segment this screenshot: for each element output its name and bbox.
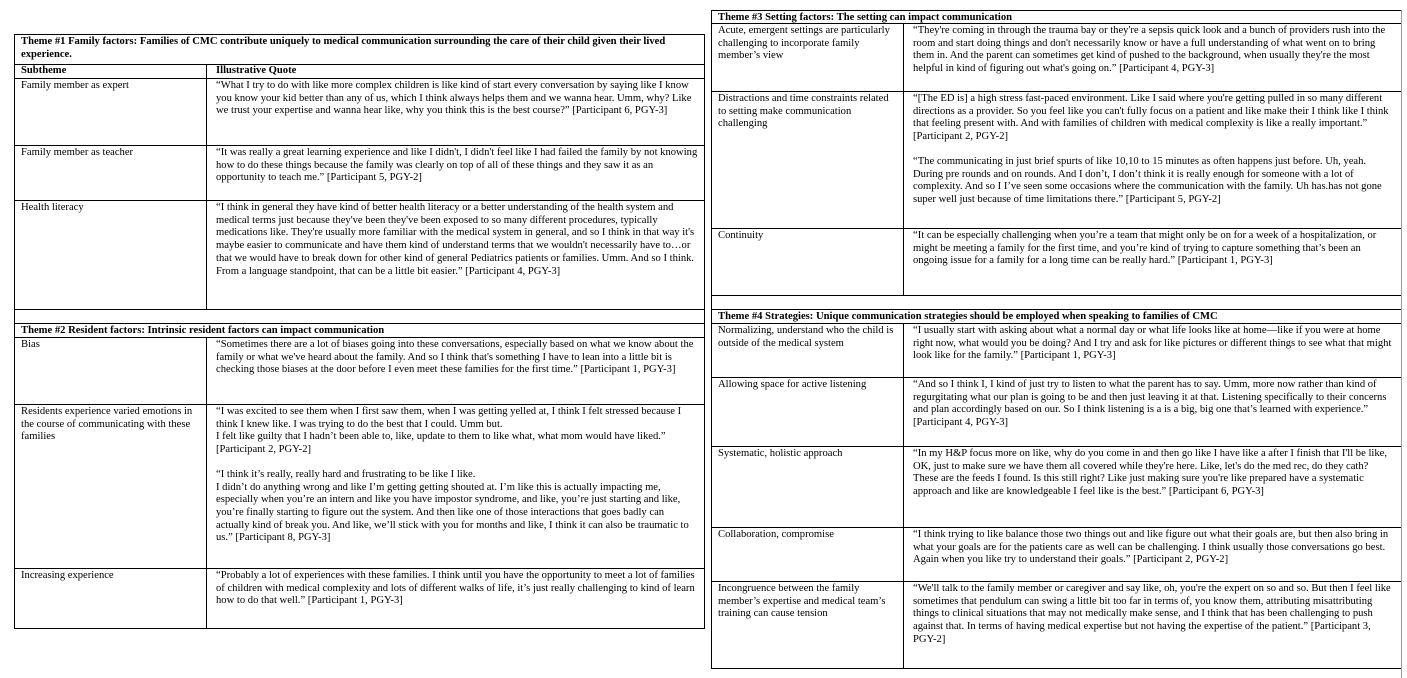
quote-paragraph: “Sometimes there are a lot of biases going into these conversations, especially based on what we know about the family or what we've heard about the family. And so I think that's something I have to lean into a little bit is checking those biases at the door before I even meet these families for the first time.” [Participant 1, PGY-3] <box>216 339 694 376</box>
quote-paragraph: “It can be especially challenging when you’re a team that might only be on for a week of a hospitalization, or might be meeting a family for the first time, and you’re kind of trying to capture something that’s been an ongoing issue for a family for a long time can be really hard.” [Participant 1, PGY-3] <box>913 230 1377 267</box>
quote-cell <box>904 582 1401 668</box>
table-row <box>15 201 704 310</box>
quote-paragraph: “We'll talk to the family member or caregiver and say like, oh, you're the expert on so and so. But then I feel like sometimes that pendulum can swing a little bit too far in terms of, you know them, attributing misattributing things to clinical situations that may not medically make sense, and I think that has been challenging to push against that. In terms of having medical expertise but not having the expertise of the patient.” [Participant 3, PGY-2] <box>913 583 1391 645</box>
subtheme-cell: Residents experience varied emotions in the course of communicating with these families <box>15 405 207 568</box>
paragraph-gap <box>216 457 698 469</box>
quote-paragraph: “The communicating in just brief spurts of like 10,10 to 15 minutes as often happens just before. Uh, yeah. During pre rounds and on rounds. And I don’t, I don’t think it is really enough for someone with a lot of complexity. And so I I’ve seen some occasions where the communication with the family. Uh has.has not gone super well just because of time limitations there.” [Participant 5, PGY-2] <box>913 155 1382 205</box>
quote-cell <box>207 338 704 404</box>
page-edge-line <box>1401 10 1402 678</box>
subtheme-cell: Family member as expert <box>15 79 207 145</box>
subtheme-cell: Acute, emergent settings are particularly challenging to incorporate family member’s view <box>712 24 904 91</box>
quote-paragraph: “And so I think I, I kind of just try to listen to what the parent has to say. Umm, more now rather than kind of regurgitating what our plan is going to be and then just leaving it at that. Listening specifically to their concerns and plan accordingly based on our. So I think listening is a is a big, big one that’s learned with experience.” [Participant 4, PGY-3] <box>913 379 1387 429</box>
quote-paragraph: “[The ED is] a high stress fast-paced environment. Like I said where you're getting pulled in so many different directions as a provider. So you feel like you can't fully focus on a patient and like make their I think like I think that feeling present with. And with families of children with medical complexity is like a really important.” [Participant 2, PGY-2] <box>913 93 1389 143</box>
subtheme-cell: Normalizing, understand who the child is outside of the medical system <box>712 324 904 377</box>
subtheme-cell: Incongruence between the family member’s expertise and medical team’s training can cause tension <box>712 582 904 668</box>
quote-paragraph: “I usually start with asking about what a normal day or what life looks like at home—like if you were at home right now, what would you be doing? And I try and ask for like pictures or different things to see what that might look like for the family.” [Participant 1, PGY-3] <box>913 325 1392 362</box>
quote-cell <box>207 79 704 145</box>
section-spacer <box>712 296 1401 310</box>
table-row <box>712 378 1401 447</box>
theme2-title: Theme #2 Resident factors: Intrinsic resident factors can impact communication <box>15 324 704 338</box>
subtheme-cell: Increasing experience <box>15 569 207 628</box>
quote-paragraph: “In my H&P focus more on like, why do you come in and then go like I have like a after I finish that I'll be like, OK, just to make sure we have them all covered while they're here. Like, let's do the med rec, do they cath? These are the feeds I found. Is this still right? Like just making sure you're like prepared have a systematic approach and like are knowledgeable I feel like is the best.” [Participant 6, PGY-3] <box>913 448 1387 498</box>
subtheme-cell: Continuity <box>712 229 904 295</box>
quote-cell <box>207 405 704 568</box>
quote-cell <box>904 528 1401 581</box>
quote-cell <box>904 324 1401 377</box>
theme3-title: Theme #3 Setting factors: The setting can impact communication <box>712 11 1401 24</box>
table-row <box>15 79 704 146</box>
quote-paragraph: “It was really a great learning experience and like I didn't, I didn't feel like I had failed the family by not knowing how to do these things because the family was clearly on top of all of these things and they saw it as an opportunity to teach me.” [Participant 5, PGY-2] <box>216 147 698 184</box>
quote-paragraph: I felt like guilty that I hadn’t been able to, like, update to them to like what, what mom would have liked.” [Participant 2, PGY-2] <box>216 431 666 456</box>
quote-cell <box>904 92 1401 228</box>
left-table <box>14 34 705 629</box>
quote-paragraph: “What I try to do with like more complex children is like kind of start every conversation by saying like I know you know your kid better than any of us, which I think always helps them and we wanna hear. Umm, why? Like we trust your expertise and wanna hear like, why you think this is the best course?” [Participant 6, PGY-3] <box>216 80 692 117</box>
table-row <box>712 229 1401 296</box>
subtheme-cell: Collaboration, compromise <box>712 528 904 581</box>
subtheme-header: Subtheme <box>15 65 207 78</box>
quote-cell <box>904 229 1401 295</box>
quote-paragraph: “I think in general they have kind of better health literacy or a better understanding of the health system and medical terms just because they've been they've been exposed to so many different procedures, typically medications like. They're usually more familiar with the medical system in general, and so I think in that way it's maybe easier to communicate and have them kind of understand terms that we wouldn't necessarily have to…or that we would have to break down for other kind of general Pediatrics patients or families. Umm. And so I think. From a language standpoint, that can be a little bit easier.” [Participant 4, PGY-3] <box>216 202 695 277</box>
table-row <box>15 569 704 628</box>
table-row <box>712 324 1401 378</box>
quote-cell <box>904 378 1401 446</box>
quote-cell <box>904 447 1401 527</box>
quote-paragraph: “I think trying to like balance those two things out and like figure out what their goals are, but then also bring in what your goals are for the patients care as well can be challenging. I think usually those conversations go best. Again when you like try to understand their goals.” [Participant 2, PGY-2] <box>913 529 1389 566</box>
quote-paragraph: “Probably a lot of experiences with these families. I think until you have the opportunity to meet a lot of families of children with medical complexity and lots of different walks of life, it’s just really challenging to kind of learn how to do that well.” [Participant 1, PGY-3] <box>216 570 695 607</box>
subtheme-cell: Systematic, holistic approach <box>712 447 904 527</box>
quote-cell <box>904 24 1401 91</box>
quote-paragraph: “I was excited to see them when I first saw them, when I was getting yelled at, I think I felt stressed because I think I knew like. I was trying to do the best that I could. Umm but. <box>216 406 682 430</box>
section-spacer <box>15 310 704 324</box>
table-row <box>712 24 1401 92</box>
subtheme-cell: Family member as teacher <box>15 146 207 200</box>
table-header <box>15 65 704 79</box>
theme4-title: Theme #4 Strategies: Unique communication strategies should be employed when speaking to families of CMC <box>712 310 1401 324</box>
table-row <box>712 582 1401 668</box>
table-row <box>15 146 704 201</box>
quote-paragraph: “They're coming in through the trauma bay or they're a sepsis quick look and a bunch of providers rush into the room and start doing things and don't necessarily know or have a full understanding of what went on to bring them in. And the parent can sometimes get kind of pushed to the background, when usually they're the most helpful in kind of figuring out what's going on.” [Participant 4, PGY-3] <box>913 25 1386 75</box>
quote-cell <box>207 201 704 309</box>
quote-header: Illustrative Quote <box>216 65 297 76</box>
table-row <box>15 405 704 569</box>
subtheme-cell: Bias <box>15 338 207 404</box>
quote-cell <box>207 569 704 628</box>
table-row <box>712 528 1401 582</box>
subtheme-cell: Distractions and time constraints related to setting make communication challenging <box>712 92 904 228</box>
table-row <box>15 338 704 405</box>
quote-paragraph: I didn’t do anything wrong and like I’m getting getting shouted at. I’m like this is actually impacting me, especially when you’re an intern and like you have impostor syndrome, and like, you’re just starting and like, you’re finally starting to figure out the system. And then like one of those interactions that goes badly can actually kind of break you. And like, we’ll stick with you for months and like, I think it can also be traumatic to us.” [Participant 8, PGY-3] <box>216 481 689 544</box>
subtheme-cell: Health literacy <box>15 201 207 309</box>
subtheme-cell: Allowing space for active listening <box>712 378 904 446</box>
theme1-title: Theme #1 Family factors: Families of CMC contribute uniquely to medical communication surrounding the care of their child given their lived experience. <box>15 35 704 65</box>
table-row <box>712 447 1401 528</box>
quote-cell <box>207 146 704 200</box>
paragraph-gap <box>913 144 1395 156</box>
table-row <box>712 92 1401 229</box>
quote-paragraph: “I think it’s really, really hard and frustrating to be like I like. <box>216 468 476 480</box>
right-table <box>711 10 1402 669</box>
